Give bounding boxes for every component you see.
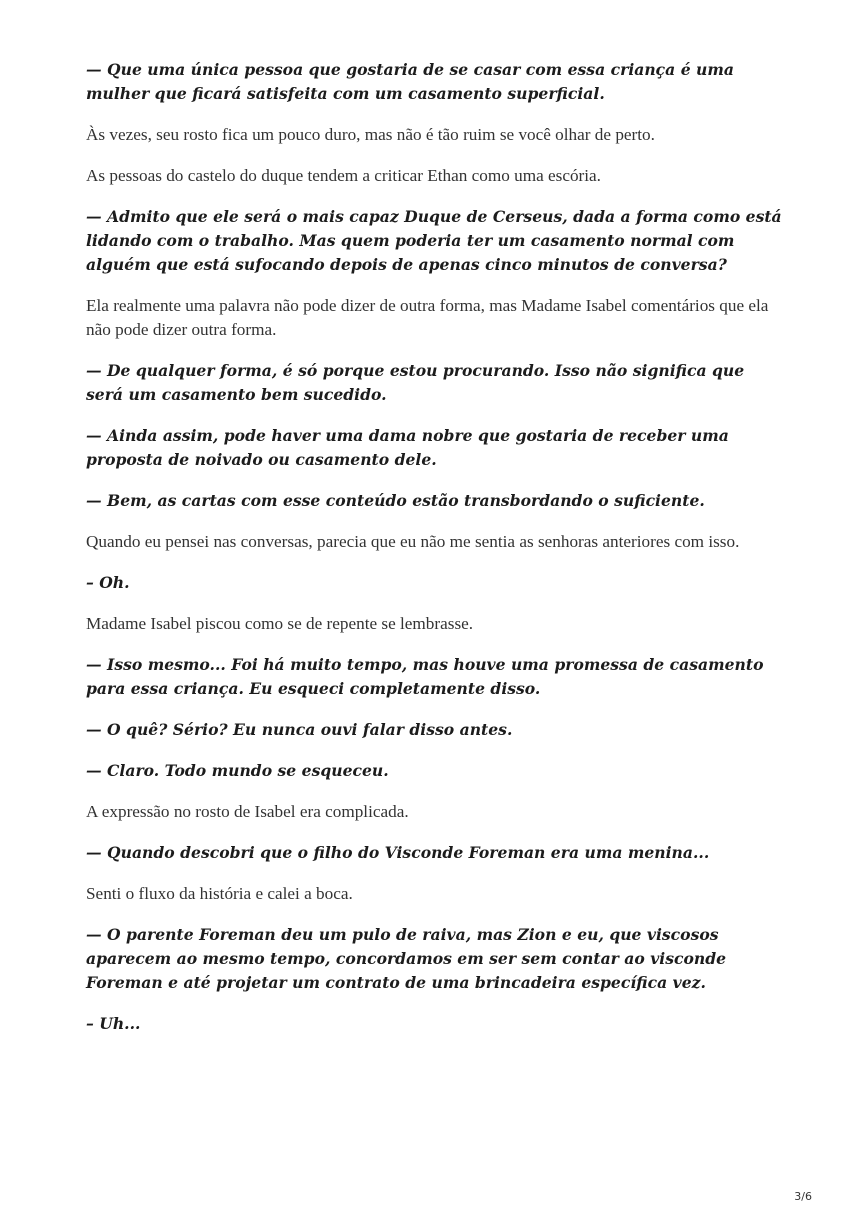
dialogue-paragraph: — Quando descobri que o filho do Visconde Foreman era uma menina...: [86, 843, 710, 862]
dialogue-paragraph: — Que uma única pessoa que gostaria de se casar com essa criança é uma mulher que ficará satisfeita com um casamento superficial.: [86, 60, 735, 103]
narration-paragraph: Senti o fluxo da história e calei a boca.: [86, 884, 353, 903]
dialogue-paragraph: — O parente Foreman deu um pulo de raiva, mas Zion e eu, que viscosos aparecem ao mesmo tempo, concordamos em ser sem contar ao visconde Foreman e até projetar um contrato de uma brincadeira específica vez.: [86, 925, 727, 992]
dialogue-paragraph: — Bem, as cartas com esse conteúdo estão transbordando o suficiente.: [86, 491, 705, 510]
narration-paragraph: Quando eu pensei nas conversas, parecia que eu não me sentia as senhoras anteriores com isso.: [86, 532, 740, 551]
page-number: 3/6: [794, 1190, 812, 1203]
dialogue-paragraph: – Uh...: [86, 1014, 141, 1033]
dialogue-paragraph: — Admito que ele será o mais capaz Duque de Cerseus, dada a forma como está lidando com o trabalho. Mas quem poderia ter um casamento normal com alguém que está sufocando depois de apenas cinco minutos de conversa?: [86, 207, 782, 274]
narration-paragraph: Às vezes, seu rosto fica um pouco duro, mas não é tão ruim se você olhar de perto.: [86, 125, 655, 144]
dialogue-paragraph: – Oh.: [86, 573, 130, 592]
dialogue-paragraph: — Claro. Todo mundo se esqueceu.: [86, 761, 389, 780]
dialogue-paragraph: — O quê? Sério? Eu nunca ouvi falar disso antes.: [86, 720, 513, 739]
narration-paragraph: Madame Isabel piscou como se de repente se lembrasse.: [86, 614, 474, 633]
document-body: [86, 58, 786, 1053]
dialogue-paragraph: — Isso mesmo... Foi há muito tempo, mas houve uma promessa de casamento para essa criança. Eu esqueci completamente disso.: [86, 655, 764, 698]
dialogue-paragraph: — De qualquer forma, é só porque estou procurando. Isso não significa que será um casamento bem sucedido.: [86, 361, 745, 404]
narration-paragraph: As pessoas do castelo do duque tendem a criticar Ethan como uma escória.: [86, 166, 601, 185]
narration-paragraph: Ela realmente uma palavra não pode dizer de outra forma, mas Madame Isabel comentários que ela não pode dizer outra forma.: [86, 296, 769, 339]
narration-paragraph: A expressão no rosto de Isabel era complicada.: [86, 802, 409, 821]
dialogue-paragraph: — Ainda assim, pode haver uma dama nobre que gostaria de receber uma proposta de noivado ou casamento dele.: [86, 426, 729, 469]
